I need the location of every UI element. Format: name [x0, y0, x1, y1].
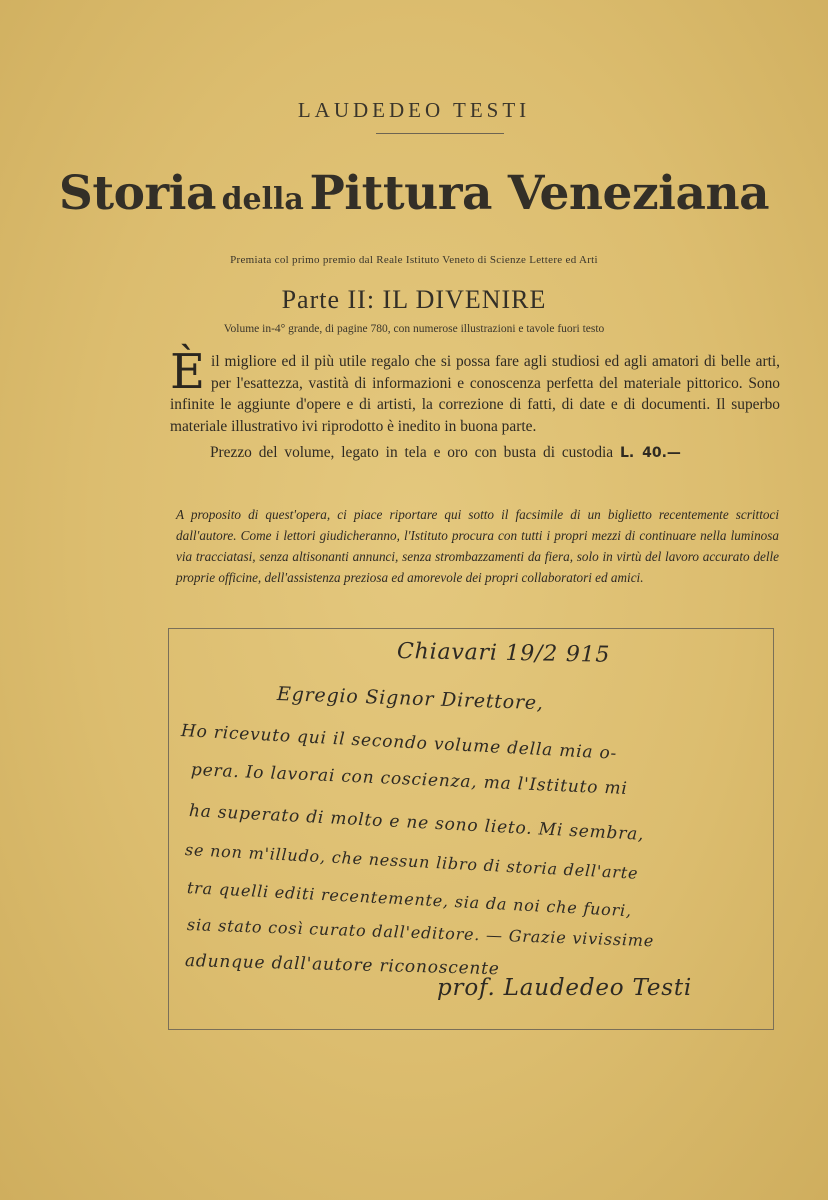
- letter-line: ha superato di molto e ne sono lieto. Mi sembra,: [188, 801, 645, 845]
- author-name: LAUDEDEO TESTI: [297, 98, 531, 122]
- letter-line: se non m'illudo, che nessun libro di storia dell'arte: [184, 840, 639, 883]
- price-text: Prezzo del volume, legato in tela e oro con busta di custodia: [210, 444, 614, 461]
- part-heading: [0, 285, 828, 315]
- author-divider: [376, 133, 504, 134]
- letter-signature: prof. Laudedeo Testi: [437, 975, 693, 1001]
- price-amount: L. 40.—: [619, 445, 681, 461]
- letter-line: Ho ricevuto qui il secondo volume della mia o-: [180, 721, 618, 764]
- letter-line: pera. Io lavorai con coscienza, ma l'Istituto mi: [190, 760, 629, 800]
- volume-info: Volume in-4° grande, di pagine 780, con numerose illustrazioni e tavole fuori testo: [223, 323, 605, 335]
- book-title: [0, 166, 828, 221]
- title-word-storia: Storia: [58, 166, 216, 221]
- part-label: Parte II: IL DIVENIRE: [281, 285, 547, 314]
- title-words-pittura-veneziana: Pittura Veneziana: [309, 166, 770, 221]
- description-paragraph: [170, 344, 780, 437]
- prize-line: Premiata col primo premio dal Reale Istituto Veneto di Scienze Lettere ed Arti: [230, 254, 598, 266]
- title-word-della: della: [221, 182, 304, 217]
- price-line: [210, 444, 770, 462]
- letter-line: tra quelli editi recentemente, sia da noi che fuori,: [186, 878, 633, 921]
- drop-cap: È: [170, 344, 206, 400]
- letter-line: sia stato così curato dall'editore. — Grazie vivissime: [186, 915, 655, 951]
- letter-line: Chiavari 19/2 915: [396, 639, 611, 668]
- description-text: il migliore ed il più utile regalo che si possa fare agli studiosi ed agli amatori di belle arti, per l'esattezza, vastità di informazioni e conoscenza perfetta del materiale pittorico. Sono infinite le aggiunte d'opere e di artisti, la correzione di fatti, di date e di documenti. Il superbo materiale illustrativo ivi riprodotto è inedito in buona parte.: [170, 353, 780, 435]
- intro-paragraph: A proposito di quest'opera, ci piace riportare qui sotto il facsimile di un biglietto recentemente scrittoci dall'autore. Come i lettori giudicheranno, l'Istituto procura con tutti i propri mezzi di continuare nella luminosa via tracciatasi, senza altisonanti annunci, senza strombazzamenti da fiera, solo in virtù del lavoro accurato delle proprie officine, dell'assistenza preziosa ed amorevole dei propri collaboratori ed amici.: [176, 507, 779, 585]
- handwritten-letter-facsimile: [168, 628, 774, 1030]
- letter-line: Egregio Signor Direttore,: [276, 683, 545, 715]
- letter-line: adunque dall'autore riconoscente: [184, 951, 500, 980]
